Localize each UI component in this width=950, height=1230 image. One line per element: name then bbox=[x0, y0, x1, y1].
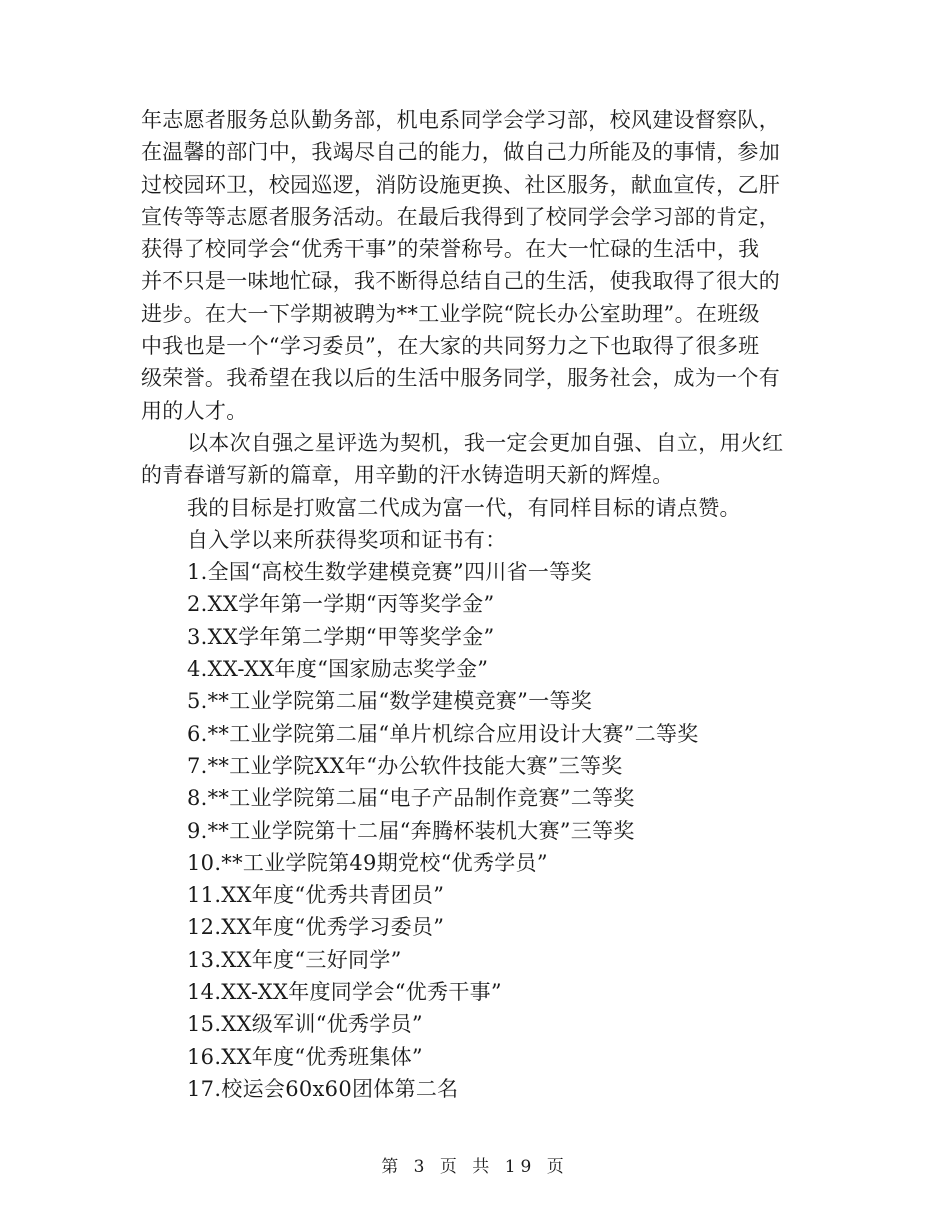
awards-list bbox=[141, 556, 811, 1105]
award-item: 9.**工业学院第十二届“奔腾杯装机大赛”三等奖 bbox=[187, 818, 635, 843]
goal-line: 我的目标是打败富二代成为富一代，有同样目标的请点赞。 bbox=[187, 495, 741, 520]
award-item: 6.**工业学院第二届“单片机综合应用设计大赛”二等奖 bbox=[187, 721, 699, 746]
paragraph-line: 级荣誉。我希望在我以后的生活中服务同学，服务社会，成为一个有 bbox=[141, 366, 780, 391]
award-item: 3.XX学年第二学期“甲等奖学金” bbox=[187, 624, 495, 649]
paragraph-line: 在温馨的部门中，我竭尽自己的能力，做自己力所能及的事情，参加 bbox=[141, 140, 780, 165]
award-item: 16.XX年度“优秀班集体” bbox=[187, 1044, 423, 1069]
paragraph-volunteer-experience bbox=[141, 104, 811, 427]
award-item: 11.XX年度“优秀共青团员” bbox=[187, 883, 445, 908]
paragraph-line: 中我也是一个“学习委员”，在大家的共同努力之下也取得了很多班 bbox=[141, 334, 760, 359]
paragraph-line: 以本次自强之星评选为契机，我一定会更加自强、自立，用火红 bbox=[187, 430, 784, 455]
paragraph-line: 过校园环卫，校园巡逻，消防设施更换、社区服务，献血宣传，乙肝 bbox=[141, 172, 780, 197]
paragraph-self-improvement bbox=[141, 427, 811, 492]
award-item: 8.**工业学院第二届“电子产品制作竞赛”二等奖 bbox=[187, 786, 635, 811]
award-item: 12.XX年度“优秀学习委员” bbox=[187, 915, 445, 940]
paragraph-line: 并不只是一味地忙碌，我不断得总结自己的生活，使我取得了很大的 bbox=[141, 269, 780, 294]
award-item: 1.全国“高校生数学建模竞赛”四川省一等奖 bbox=[187, 560, 592, 585]
awards-intro: 自入学以来所获得奖项和证书有： bbox=[187, 527, 507, 552]
award-item: 4.XX-XX年度“国家励志奖学金” bbox=[187, 657, 489, 682]
award-item: 14.XX-XX年度同学会“优秀干事” bbox=[187, 980, 502, 1005]
award-item: 7.**工业学院XX年“办公软件技能大赛”三等奖 bbox=[187, 753, 623, 778]
page-number-footer: 第 3 页 共 19 页 bbox=[381, 1157, 569, 1177]
paragraph-line: 获得了校同学会“优秀干事”的荣誉称号。在大一忙碌的生活中，我 bbox=[141, 237, 760, 262]
paragraph-line: 年志愿者服务总队勤务部，机电系同学会学习部，校风建设督察队， bbox=[141, 108, 780, 132]
award-item: 10.**工业学院第49期党校“优秀学员” bbox=[187, 850, 548, 875]
award-item: 17.校运会60x60团体第二名 bbox=[187, 1076, 459, 1101]
paragraph-line: 的青春谱写新的篇章，用辛勤的汗水铸造明天新的辉煌。 bbox=[141, 463, 674, 488]
award-item: 2.XX学年第一学期“丙等奖学金” bbox=[187, 592, 495, 617]
paragraph-line: 用的人才。 bbox=[141, 398, 248, 423]
award-item: 15.XX级军训“优秀学员” bbox=[187, 1012, 423, 1037]
award-item: 5.**工业学院第二届“数学建模竞赛”一等奖 bbox=[187, 689, 593, 714]
document-body bbox=[141, 104, 811, 1105]
award-item: 13.XX年度“三好同学” bbox=[187, 947, 402, 972]
paragraph-line: 宣传等等志愿者服务活动。在最后我得到了校同学会学习部的肯定， bbox=[141, 204, 780, 229]
paragraph-line: 进步。在大一下学期被聘为**工业学院“院长办公室助理”。在班级 bbox=[141, 301, 760, 326]
